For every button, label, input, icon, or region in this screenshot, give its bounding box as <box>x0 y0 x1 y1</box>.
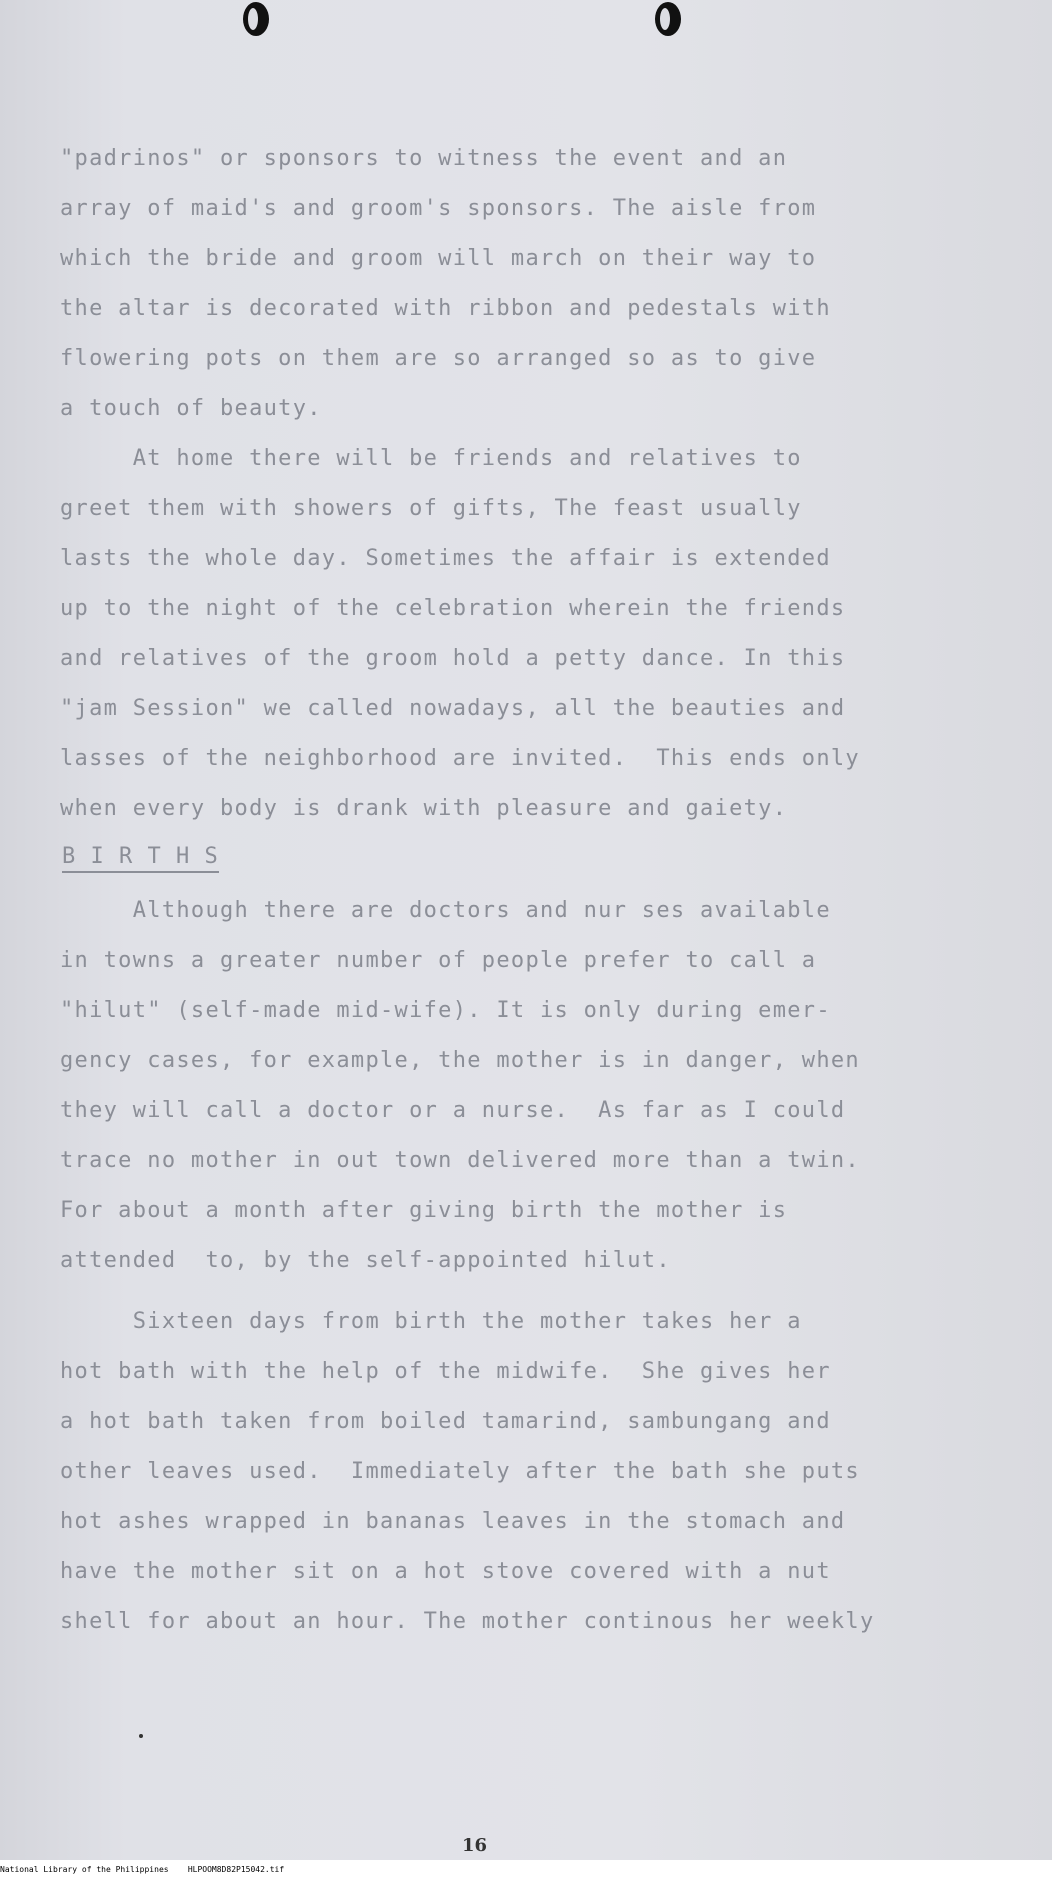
paragraph-2 <box>60 446 920 821</box>
paragraph-4 <box>60 1309 920 1634</box>
text-line: Although there are doctors and nur ses available <box>60 898 831 923</box>
text-line: a touch of beauty. <box>60 396 322 421</box>
text-line: "padrinos" or sponsors to witness the event and an <box>60 146 788 171</box>
text-line: For about a month after giving birth the mother is <box>60 1198 788 1223</box>
text-line: they will call a doctor or a nurse. As far as I could <box>60 1098 846 1123</box>
text-line: a hot bath taken from boiled tamarind, sambungang and <box>60 1409 831 1434</box>
text-line: gency cases, for example, the mother is in danger, when <box>60 1048 860 1073</box>
text-line: "hilut" (self-made mid-wife). It is only during emer- <box>60 998 831 1023</box>
speck-mark <box>139 1734 143 1738</box>
text-line: shell for about an hour. The mother continous her weekly <box>60 1609 875 1634</box>
text-line: have the mother sit on a hot stove covered with a nut <box>60 1559 831 1584</box>
punch-hole-left <box>243 2 269 36</box>
section-heading-births: B I R T H S <box>62 844 219 873</box>
text-line: up to the night of the celebration wherein the friends <box>60 596 846 621</box>
text-line: greet them with showers of gifts, The feast usually <box>60 496 802 521</box>
text-line: trace no mother in out town delivered more than a twin. <box>60 1148 860 1173</box>
text-line: "jam Session" we called nowadays, all the beauties and <box>60 696 846 721</box>
text-line: in towns a greater number of people prefer to call a <box>60 948 817 973</box>
text-line: hot bath with the help of the midwife. She gives her <box>60 1359 831 1384</box>
text-line: lasts the whole day. Sometimes the affair is extended <box>60 546 831 571</box>
text-line: hot ashes wrapped in bananas leaves in the stomach and <box>60 1509 846 1534</box>
text-line: Sixteen days from birth the mother takes her a <box>60 1309 802 1334</box>
paragraph-3 <box>60 898 920 1273</box>
text-line: array of maid's and groom's sponsors. The aisle from <box>60 196 817 221</box>
punch-hole-right <box>655 2 681 36</box>
text-line: and relatives of the groom hold a petty dance. In this <box>60 646 846 671</box>
text-line: other leaves used. Immediately after the bath she puts <box>60 1459 860 1484</box>
paragraph-1 <box>60 146 920 421</box>
text-line: lasses of the neighborhood are invited. This ends only <box>60 746 860 771</box>
text-line: attended to, by the self-appointed hilut. <box>60 1248 671 1273</box>
text-line: At home there will be friends and relatives to <box>60 446 802 471</box>
text-line: which the bride and groom will march on their way to <box>60 246 817 271</box>
footer-caption: National Library of the Philippines HLPOOM8D82P15042.tif <box>0 1862 1052 1878</box>
text-line: flowering pots on them are so arranged so as to give <box>60 346 817 371</box>
page-number: 16 <box>462 1835 488 1856</box>
text-line: when every body is drank with pleasure and gaiety. <box>60 796 788 821</box>
text-line: the altar is decorated with ribbon and pedestals with <box>60 296 831 321</box>
